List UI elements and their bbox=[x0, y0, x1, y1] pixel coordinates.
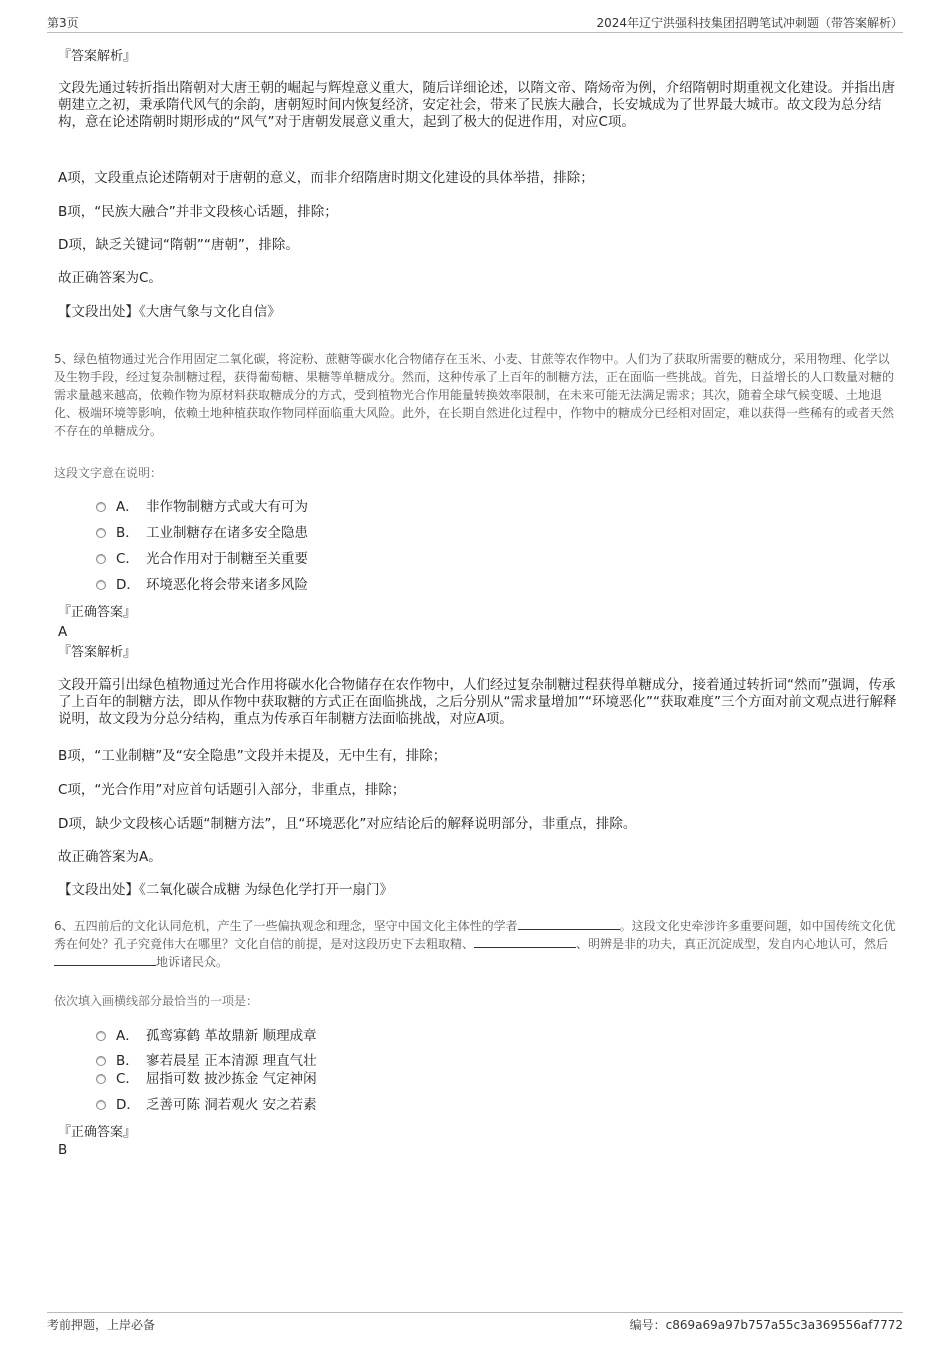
q6-stem: 6、五四前后的文化认同危机，产生了一些偏执观念和理念，坚守中国文化主体性的学者 。这段文化史牵涉许多重要问题，如中国传统文化优秀在何处？孔子究竟伟大在哪里？文化自信的前提，是对这段历史下去粗取精、 、明辨是非的功夫，真正沉淀成型，发自内心地认可，然后地诉诸民众。 bbox=[54, 919, 896, 969]
fill-blank-1 bbox=[518, 918, 620, 930]
q5-option-c[interactable]: C． 光合作用对于制糖至关重要 bbox=[96, 550, 308, 568]
q5-option-d-note: D项，缺少文段核心话题“制糖方法”，且“环境恶化”对应结论后的解释说明部分，非重点，排除。 bbox=[58, 816, 637, 832]
page-header bbox=[47, 14, 903, 33]
radio-icon[interactable] bbox=[96, 580, 106, 590]
q5-prompt: 这段文字意在说明： bbox=[54, 466, 163, 480]
q5-option-d[interactable]: D． 环境恶化将会带来诸多风险 bbox=[96, 576, 308, 594]
q5-option-a[interactable]: A． 非作物制糖方式或大有可为 bbox=[96, 498, 308, 516]
q6-option-d[interactable]: D． 乏善可陈 洞若观火 安之若素 bbox=[96, 1096, 317, 1114]
q4-option-b-note: B项，“民族大融合”并非文段核心话题，排除； bbox=[58, 204, 338, 220]
page-footer bbox=[47, 1312, 903, 1333]
q5-answer: A bbox=[58, 624, 68, 640]
document-id: 编号：c869a69a97b757a55c3a369556af7772 bbox=[629, 1318, 903, 1332]
q6-prompt: 依次填入画横线部分最恰当的一项是： bbox=[54, 994, 259, 1008]
footer-slogan: 考前押题，上岸必备 bbox=[47, 1318, 156, 1332]
radio-icon[interactable] bbox=[96, 1031, 106, 1041]
radio-icon[interactable] bbox=[96, 502, 106, 512]
q6-option-b[interactable]: B． 寥若晨星 正本清源 理直气壮 bbox=[96, 1052, 317, 1070]
document-title: 2024年辽宁洪强科技集团招聘笔试冲刺题（带答案解析） bbox=[596, 16, 903, 30]
q4-option-d-note: D项，缺乏关键词“隋朝”“唐朝”，排除。 bbox=[58, 237, 299, 253]
q5-final-answer: 故正确答案为A。 bbox=[58, 849, 162, 865]
q5-option-b-note: B项，“工业制糖”及“安全隐患”文段并未提及，无中生有，排除； bbox=[58, 748, 447, 764]
radio-icon[interactable] bbox=[96, 1100, 106, 1110]
q4-final-answer: 故正确答案为C。 bbox=[58, 270, 162, 286]
q6-answer-label: 『正确答案』 bbox=[58, 1125, 137, 1140]
q6-answer: B bbox=[58, 1142, 68, 1158]
radio-icon[interactable] bbox=[96, 528, 106, 538]
q6-option-c[interactable]: C． 屈指可数 披沙拣金 气定神闲 bbox=[96, 1070, 317, 1088]
q5-analysis-label: 『答案解析』 bbox=[58, 645, 137, 660]
q5-analysis: 文段开篇引出绿色植物通过光合作用将碳水化合物储存在农作物中，人们经过复杂制糖过程获得单糖成分，接着通过转折词“然而”强调，传承了上百年的制糖方法，即从作物中获取糖的方式正在面临挑战，之后分别从“需求量增加”“环境恶化”“获取难度”三个方面对前文观点进行解释说明，故文段为分总分结构，重点为传承百年制糖方法面临挑战，对应A项。 bbox=[58, 677, 897, 727]
q5-source: 【文段出处】《二氧化碳合成糖 为绿色化学打开一扇门》 bbox=[58, 882, 394, 898]
page-number: 第3页 bbox=[47, 16, 79, 30]
q5-answer-label: 『正确答案』 bbox=[58, 605, 137, 620]
q5-stem: 5、绿色植物通过光合作用固定二氧化碳，将淀粉、蔗糖等碳水化合物储存在玉米、小麦、甘蔗等农作物中。人们为了获取所需要的糖成分，采用物理、化学以及生物手段，经过复杂制糖过程，获得葡萄糖、果糖等单糖成分。然而，这种传承了上百年的制糖方法，正在面临一些挑战。首先，日益增长的人口数量对糖的需求量越来越高，依赖作物为原材料获取糖成分的方式，受到植物光合作用能量转换效率限制，在未来可能无法满足需求；其次，随着全球气候变暖、土地退化、极端环境等影响，依赖土地种植获取作物同样面临重大风险。此外，在长期自然进化过程中，作物中的糖成分已经相对固定，难以获得一些稀有的或者天然不存在的单糖成分。 bbox=[54, 352, 895, 438]
radio-icon[interactable] bbox=[96, 554, 106, 564]
q6-option-a[interactable]: A． 孤鸾寡鹤 革故鼎新 顺理成章 bbox=[96, 1027, 317, 1045]
q5-option-c-note: C项，“光合作用”对应首句话题引入部分，非重点，排除； bbox=[58, 782, 406, 798]
q4-analysis-label: 『答案解析』 bbox=[58, 49, 137, 64]
fill-blank-3 bbox=[54, 954, 156, 966]
radio-icon[interactable] bbox=[96, 1056, 106, 1066]
q4-source: 【文段出处】《大唐气象与文化自信》 bbox=[58, 304, 281, 320]
radio-icon[interactable] bbox=[96, 1074, 106, 1084]
q4-analysis: 文段先通过转折指出隋朝对大唐王朝的崛起与辉煌意义重大，随后详细论述，以隋文帝、隋炀帝为例，介绍隋朝时期重视文化建设。并指出唐朝建立之初，秉承隋代风气的余韵，唐朝短时间内恢复经济，安定社会，带来了民族大融合，长安城成为了世界最大城市。故文段为总分结构，意在论述隋朝时期形成的“风气”对于唐朝发展意义重大，起到了极大的促进作用，对应C项。 bbox=[58, 80, 895, 130]
q5-option-b[interactable]: B． 工业制糖存在诸多安全隐患 bbox=[96, 524, 308, 542]
fill-blank-2 bbox=[474, 936, 576, 948]
q4-option-a-note: A项，文段重点论述隋朝对于唐朝的意义，而非介绍隋唐时期文化建设的具体举措，排除； bbox=[58, 170, 594, 186]
